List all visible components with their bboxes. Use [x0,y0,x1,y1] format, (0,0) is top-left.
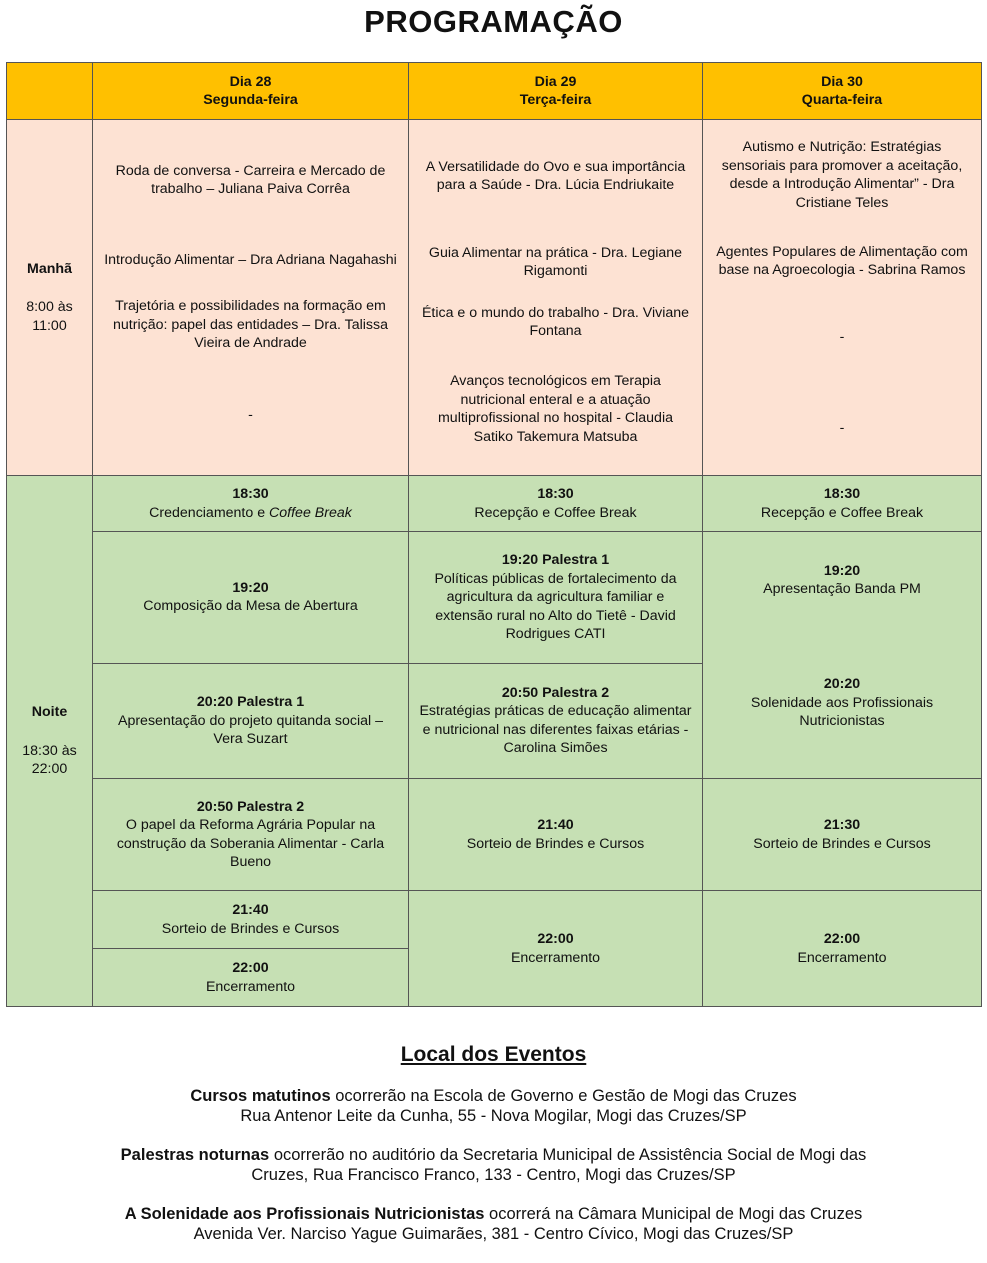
event-desc: Sorteio de Brindes e Cursos [466,835,645,852]
manha-day-28 [93,120,409,476]
event-time: 20:20 Palestra 1 [196,694,305,711]
event-desc: Sorteio de Brindes e Cursos [753,835,931,852]
event-desc: Composição da Mesa de Abertura [143,598,358,615]
header-row [7,63,982,120]
session-block: Avanços tecnológicos em Terapia nutricional enteral e a atuação multiprofissional no hospital - Claudia Satiko Takemura Matsuba [437,373,673,445]
manha-day-30 [703,120,982,476]
event-desc: Recepção e Coffee Break [474,504,637,521]
session-block: Ética e o mundo do trabalho - Dra. Viviane Fontana [421,304,690,339]
manha-day-29 [409,120,703,476]
event-desc: Solenidade aos Profissionais Nutricionistas [750,694,934,730]
event-cell [93,779,409,891]
event-block [713,532,971,628]
header-day-29 [409,63,703,120]
event-desc: Sorteio de Brindes e Cursos [161,920,340,937]
event-cell [703,891,982,1007]
local-item-text: ocorrerá na Câmara Municipal de Mogi das Cruzes [484,1205,863,1223]
noite-row-1 [7,476,982,532]
local-item [0,1086,987,1126]
event-time: 22:00 [537,931,574,947]
local-item-text: ocorrerão na Escola de Governo e Gestão de Mogi das Cruzes [330,1087,797,1105]
session-block: A Versatilidade do Ovo e sua importância para a Saúde - Dra. Lúcia Endriukaite [425,158,686,193]
event-time: 19:20 [232,579,269,596]
local-item-line2: Cruzes, Rua Francisco Franco, 133 - Centro, Mogi das Cruzes/SP [251,1166,736,1184]
event-cell [93,663,409,778]
local-item-line2: Avenida Ver. Narciso Yague Guimarães, 381 - Centro Cívico, Mogi das Cruzes/SP [193,1225,794,1243]
noite-row-5 [7,891,982,949]
session-block: Roda de conversa - Carreira e Mercado de trabalho – Juliana Paiva Corrêa [115,162,386,197]
session-block: Autismo e Nutrição: Estratégias sensoriais para promover a aceitação, desde a Introdução Alimentar” - Dra Cristiane Teles [721,139,963,211]
event-time: 21:40 [232,902,269,918]
event-cell [409,476,703,532]
event-cell [703,779,982,891]
local-item-bold: A Solenidade aos Profissionais Nutricionistas [124,1205,485,1223]
event-cell [409,663,703,778]
event-time: 20:20 [823,676,861,693]
header-day-30 [703,63,982,120]
event-time: 19:20 Palestra 1 [501,552,610,569]
header-empty-cell [7,63,93,120]
event-time: 20:50 Palestra 2 [196,798,305,815]
period-time: 18:30 às 22:00 [22,742,77,778]
local-item [0,1204,987,1244]
event-cell [93,949,409,1007]
event-time: 20:50 Palestra 2 [501,684,610,701]
local-item [0,1145,987,1185]
event-desc: Apresentação do projeto quitanda social – Vera Suzart [117,712,384,748]
session-block: Trajetória e possibilidades na formação em nutrição: papel das entidades – Dra. Talissa Vieira de Andrade [113,298,388,352]
weekday-label: Terça-feira [519,92,592,108]
day-label: Dia 30 [821,73,863,90]
period-label: Noite [31,704,68,721]
event-cell [409,532,703,664]
period-label: Manhã [27,260,72,277]
schedule-table [6,62,982,1007]
event-desc: Credenciamento e Coffee Break [149,504,352,521]
noite-row-4 [7,779,982,891]
session-block: - [248,406,253,423]
noite-row-2 [7,532,982,664]
local-item-line2: Rua Antenor Leite da Cunha, 55 - Nova Mogilar, Mogi das Cruzes/SP [240,1107,747,1125]
session-block: - [839,328,845,345]
event-time: 22:00 [232,960,269,976]
event-desc: Políticas públicas de fortalecimento da agricultura da agricultura familiar e extensão rural no Alto do Tietê - David Rodrigues CATI [434,570,677,643]
manha-row [7,120,982,476]
event-time: 22:00 [823,931,861,947]
coffee-break-italic: Coffee Break [269,504,352,521]
local-item-text: ocorrerão no auditório da Secretaria Municipal de Assistência Social de Mogi das [269,1146,867,1164]
noite-label-cell [7,476,93,1007]
event-time: 21:30 [823,817,861,833]
event-cell [93,532,409,664]
weekday-label: Segunda-feira [203,92,298,108]
event-desc: Encerramento [205,978,296,995]
local-item-bold: Cursos matutinos [190,1087,331,1105]
session-block: Introdução Alimentar – Dra Adriana Nagahashi [104,251,397,268]
event-block [713,628,971,778]
local-title: Local dos Eventos [400,1043,587,1066]
event-cell [93,891,409,949]
day-label: Dia 29 [534,73,577,90]
event-desc: Encerramento [797,949,887,966]
day-label: Dia 28 [229,73,272,90]
event-time: 19:20 [823,562,861,579]
event-time: 18:30 [537,486,574,502]
weekday-label: Quarta-feira [801,92,883,108]
local-item-bold: Palestras noturnas [120,1146,270,1164]
page-title: PROGRAMAÇÃO [364,4,623,39]
event-cell [703,532,982,779]
event-desc: O papel da Reforma Agrária Popular na construção da Soberania Alimentar - Carla Bueno [116,817,385,870]
session-block: Guia Alimentar na prática - Dra. Legiane Rigamonti [428,244,683,279]
manha-label-cell [7,120,93,476]
event-desc: Encerramento [510,949,601,966]
event-cell [703,476,982,532]
session-block: Agentes Populares de Alimentação com base na Agroecologia - Sabrina Ramos [716,243,968,278]
event-cell [409,891,703,1007]
event-time: 21:40 [537,817,574,833]
period-time: 8:00 às 11:00 [26,299,73,334]
event-desc: Recepção e Coffee Break [760,504,924,521]
event-cell [409,779,703,891]
event-desc: Apresentação Banda PM [763,581,921,597]
event-time: 18:30 [823,486,861,502]
header-day-28 [93,63,409,120]
session-block: - [839,419,845,436]
event-cell [93,476,409,532]
event-desc: Estratégias práticas de educação alimentar e nutricional nas diferentes faixas etárias - Carolina Simões [419,703,692,757]
event-time: 18:30 [232,486,269,502]
